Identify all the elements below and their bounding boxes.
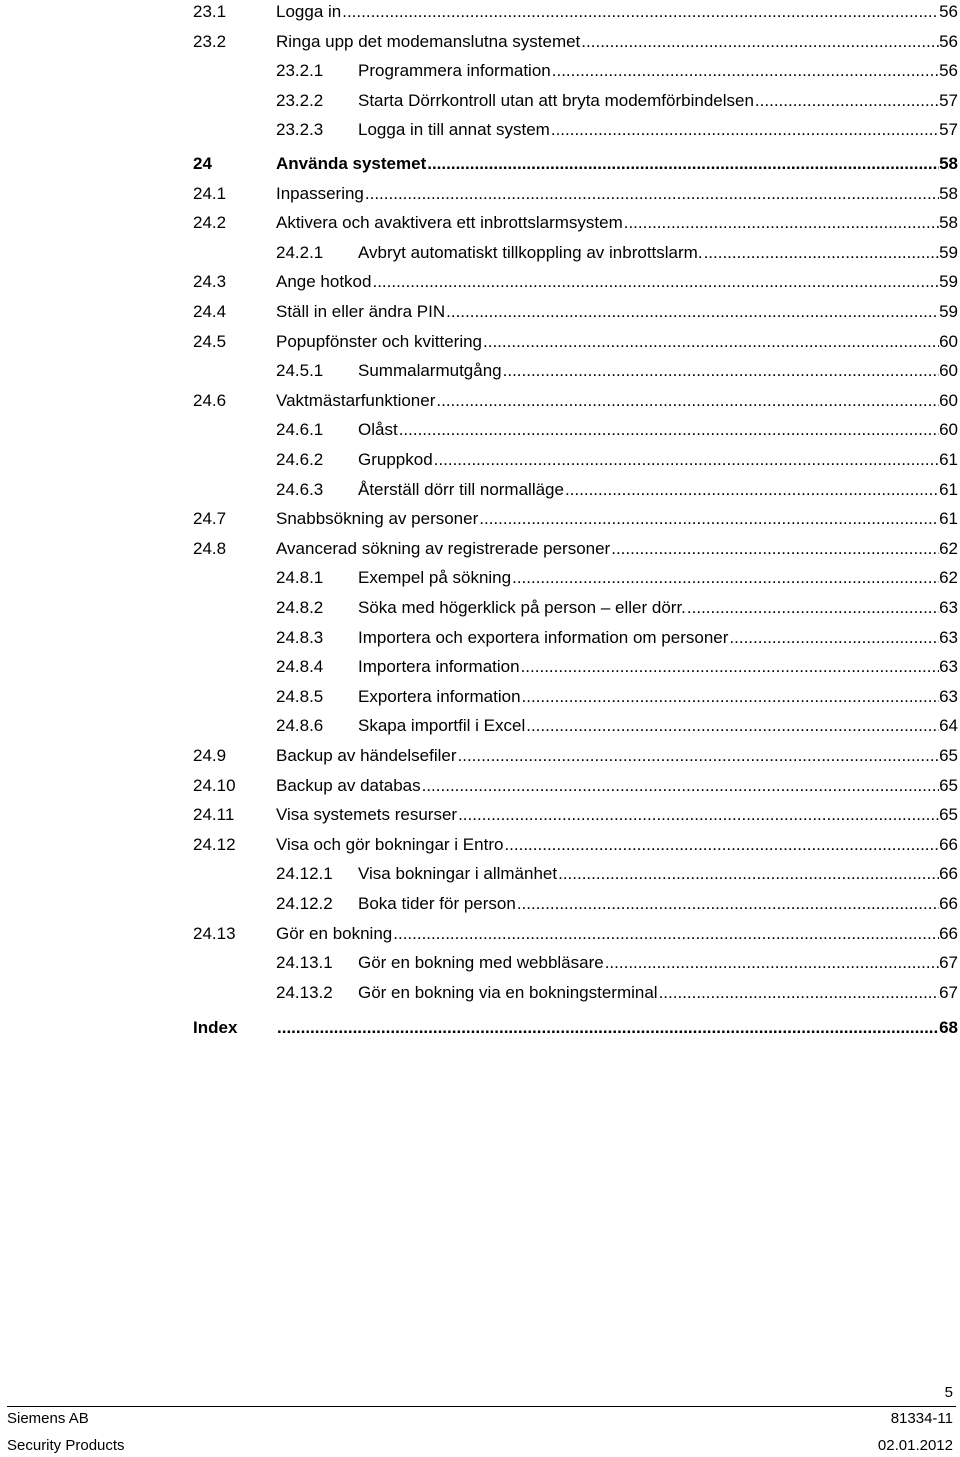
toc-entry[interactable] — [0, 1, 960, 23]
toc-entry-number: Index — [193, 1018, 238, 1037]
toc-entry-number: 24.8.6 — [276, 716, 324, 735]
toc-entry-number: 24.2 — [193, 213, 227, 232]
toc-entry[interactable] — [0, 60, 960, 82]
toc-entry-title: Exempel på sökning — [358, 568, 512, 587]
toc-entry[interactable] — [0, 153, 960, 175]
toc-entry-page: 58 — [939, 154, 958, 173]
toc-entry[interactable] — [0, 893, 960, 915]
toc-dot-leader — [703, 242, 940, 264]
toc-entry-number: 24 — [193, 154, 212, 173]
toc-entry-line — [358, 419, 958, 441]
toc-entry-line — [358, 952, 958, 974]
toc-entry-number: 24.5.1 — [276, 361, 324, 380]
toc-entry-number: 23.2.1 — [276, 61, 324, 80]
toc-entry-line — [276, 1, 958, 23]
toc-dot-leader — [550, 119, 939, 141]
toc-entry-number: 23.2.3 — [276, 120, 324, 139]
toc-dot-leader — [426, 153, 939, 175]
toc-dot-leader — [276, 1017, 939, 1039]
toc-entry-title: Starta Dörrkontroll utan att bryta modemförbindelsen — [358, 91, 754, 110]
footer-divider — [7, 1406, 956, 1407]
toc-entry-line — [276, 508, 958, 530]
toc-dot-leader — [728, 627, 939, 649]
toc-entry-line — [358, 715, 958, 737]
toc-entry-title: Ställ in eller ändra PIN — [276, 302, 446, 321]
toc-dot-leader — [521, 686, 940, 708]
toc-entry[interactable] — [0, 952, 960, 974]
toc-entry[interactable] — [0, 982, 960, 1004]
toc-entry-page: 56 — [939, 32, 958, 51]
toc-entry-page: 63 — [939, 598, 958, 617]
toc-entry-line — [358, 119, 958, 141]
toc-entry-number: 24.8.1 — [276, 568, 324, 587]
toc-entry-title: Avancerad sökning av registrerade personer — [276, 539, 611, 558]
toc-entry-line — [276, 745, 958, 767]
toc-entry[interactable] — [0, 715, 960, 737]
toc-entry-title: Backup av händelsefiler — [276, 746, 457, 765]
toc-dot-leader — [520, 656, 940, 678]
toc-entry-title: Exportera information — [358, 687, 521, 706]
toc-entry-page: 64 — [939, 716, 958, 735]
toc-entry-title: Gör en bokning — [276, 924, 393, 943]
toc-dot-leader — [658, 982, 940, 1004]
toc-entry[interactable] — [0, 449, 960, 471]
toc-entry-page: 58 — [939, 184, 958, 203]
toc-dot-leader — [754, 90, 939, 112]
toc-entry-title: Gör en bokning med webbläsare — [358, 953, 604, 972]
toc-entry-number: 24.11 — [193, 805, 235, 824]
toc-dot-leader — [502, 360, 939, 382]
toc-dot-leader — [457, 745, 940, 767]
page-number: 5 — [944, 1384, 953, 1401]
toc-entry[interactable] — [0, 183, 960, 205]
toc-entry-page: 67 — [939, 983, 958, 1002]
toc-entry-line — [276, 923, 958, 945]
toc-entry-page: 57 — [939, 91, 958, 110]
toc-entry[interactable] — [0, 90, 960, 112]
toc-entry-line — [358, 893, 958, 915]
toc-dot-leader — [551, 60, 939, 82]
toc-entry-page: 66 — [939, 835, 958, 854]
toc-entry-title: Visa systemets resurser — [276, 805, 458, 824]
toc-dot-leader — [435, 390, 939, 412]
toc-dot-leader — [503, 834, 939, 856]
toc-entry-page: 65 — [939, 776, 958, 795]
toc-entry-number: 24.6.1 — [276, 420, 324, 439]
toc-entry-line — [276, 538, 958, 560]
toc-dot-leader — [433, 449, 939, 471]
toc-entry-line — [358, 242, 958, 264]
toc-entry-title: Visa och gör bokningar i Entro — [276, 835, 504, 854]
toc-entry-title: Inpassering — [276, 184, 364, 203]
toc-entry-number: 24.8.4 — [276, 657, 324, 676]
toc-entry-number: 24.5 — [193, 332, 227, 351]
toc-entry-number: 24.4 — [193, 302, 227, 321]
toc-entry[interactable] — [0, 597, 960, 619]
toc-entry-page: 61 — [939, 450, 958, 469]
toc-dot-leader — [564, 479, 939, 501]
footer-date: 02.01.2012 — [877, 1437, 953, 1454]
toc-dot-leader — [482, 331, 939, 353]
toc-entry[interactable] — [0, 479, 960, 501]
toc-entry-line — [276, 331, 958, 353]
toc-dot-leader — [525, 715, 939, 737]
toc-entry-page: 66 — [939, 924, 958, 943]
toc-dot-leader — [364, 183, 939, 205]
toc-entry-title: Använda systemet — [276, 154, 427, 173]
toc-entry-title: Återställ dörr till normalläge — [358, 480, 564, 499]
toc-entry-title: Gruppkod — [358, 450, 433, 469]
toc-entry[interactable] — [0, 212, 960, 234]
toc-entry-number: 24.13 — [193, 924, 236, 943]
toc-dot-leader — [457, 804, 939, 826]
toc-entry-page: 61 — [939, 480, 958, 499]
toc-entry-page: 63 — [939, 628, 958, 647]
toc-dot-leader — [421, 775, 939, 797]
toc-dot-leader — [341, 1, 939, 23]
toc-entry-line — [276, 1017, 958, 1039]
toc-entry[interactable] — [0, 745, 960, 767]
toc-entry-number: 24.13.1 — [276, 953, 333, 972]
footer-doc-id: 81334-11 — [890, 1410, 953, 1427]
toc-dot-leader — [392, 923, 939, 945]
toc-entry-line — [276, 390, 958, 412]
toc-dot-leader — [604, 952, 939, 974]
toc-entry-title: Gör en bokning via en bokningsterminal — [358, 983, 658, 1002]
toc-dot-leader — [371, 271, 939, 293]
toc-dot-leader — [557, 863, 939, 885]
toc-dot-leader — [610, 538, 939, 560]
toc-entry-title: Importera information — [358, 657, 520, 676]
toc-entry-line — [358, 686, 958, 708]
toc-entry[interactable] — [0, 804, 960, 826]
toc-entry-number: 24.12.1 — [276, 864, 333, 883]
toc-entry-number: 23.2.2 — [276, 91, 324, 110]
toc-entry-line — [358, 360, 958, 382]
toc-entry-title: Skapa importfil i Excel — [358, 716, 526, 735]
toc-entry[interactable] — [0, 31, 960, 53]
toc-entry-page: 66 — [939, 864, 958, 883]
toc-entry-page: 58 — [939, 213, 958, 232]
toc-entry-line — [358, 656, 958, 678]
toc-entry-number: 24.8 — [193, 539, 227, 558]
toc-entry[interactable] — [0, 775, 960, 797]
toc-entry-title: Logga in till annat system — [358, 120, 550, 139]
toc-entry-title: Aktivera och avaktivera ett inbrottslarmsystem — [276, 213, 623, 232]
toc-entry-title: Boka tider för person — [358, 894, 516, 913]
toc-entry-line — [276, 834, 958, 856]
toc-entry-title: Logga in — [276, 2, 342, 21]
toc-entry[interactable] — [0, 923, 960, 945]
toc-entry-line — [276, 804, 958, 826]
toc-entry-number: 24.12.2 — [276, 894, 333, 913]
toc-entry-title: Vaktmästarfunktioner — [276, 391, 436, 410]
toc-entry-number: 23.2 — [193, 32, 227, 51]
toc-entry-number: 24.7 — [193, 509, 227, 528]
toc-entry[interactable] — [0, 686, 960, 708]
toc-entry[interactable] — [0, 567, 960, 589]
toc-entry-title: Snabbsökning av personer — [276, 509, 479, 528]
toc-entry-number: 24.8.5 — [276, 687, 324, 706]
toc-entry-line — [358, 627, 958, 649]
toc-entry-title: Avbryt automatiskt tillkoppling av inbrottslarm. — [358, 243, 703, 262]
toc-entry-line — [358, 449, 958, 471]
toc-dot-leader — [686, 597, 939, 619]
toc-dot-leader — [511, 567, 939, 589]
toc-entry-title: Backup av databas — [276, 776, 421, 795]
toc-entry-line — [358, 982, 958, 1004]
toc-entry-page: 65 — [939, 746, 958, 765]
footer-company: Siemens AB — [7, 1410, 89, 1427]
toc-entry-page: 63 — [939, 657, 958, 676]
toc-entry[interactable] — [0, 419, 960, 441]
toc-entry-title: Visa bokningar i allmänhet — [358, 864, 558, 883]
toc-dot-leader — [398, 419, 939, 441]
toc-entry-line — [276, 31, 958, 53]
toc-entry[interactable] — [0, 834, 960, 856]
toc-entry[interactable] — [0, 1017, 960, 1039]
toc-entry-page: 56 — [939, 61, 958, 80]
toc-entry[interactable] — [0, 863, 960, 885]
toc-entry-page: 65 — [939, 805, 958, 824]
toc-entry-line — [358, 90, 958, 112]
toc-entry-number: 24.8.2 — [276, 598, 324, 617]
toc-entry-title: Importera och exportera information om personer — [358, 628, 729, 647]
toc-entry-line — [276, 212, 958, 234]
toc-entry-line — [358, 597, 958, 619]
toc-entry[interactable] — [0, 301, 960, 323]
toc-dot-leader — [445, 301, 939, 323]
toc-entry-page: 59 — [939, 243, 958, 262]
toc-entry-page: 67 — [939, 953, 958, 972]
toc-entry-title: Popupfönster och kvittering — [276, 332, 483, 351]
toc-entry-number: 24.6.2 — [276, 450, 324, 469]
toc-entry-title: Söka med högerklick på person – eller dörr. — [358, 598, 686, 617]
toc-entry-page: 62 — [939, 539, 958, 558]
toc-entry-line — [276, 271, 958, 293]
toc-entry[interactable] — [0, 656, 960, 678]
toc-entry-page: 63 — [939, 687, 958, 706]
toc-entry[interactable] — [0, 331, 960, 353]
toc-entry-number: 24.8.3 — [276, 628, 324, 647]
toc-dot-leader — [580, 31, 939, 53]
toc-entry-title: Programmera information — [358, 61, 551, 80]
toc-dot-leader — [516, 893, 939, 915]
toc-entry[interactable] — [0, 242, 960, 264]
toc-entry-line — [358, 479, 958, 501]
toc-entry-page: 68 — [939, 1018, 958, 1037]
toc-entry[interactable] — [0, 390, 960, 412]
toc-entry-line — [276, 301, 958, 323]
toc-entry-line — [276, 153, 958, 175]
toc-entry-number: 24.2.1 — [276, 243, 324, 262]
toc-entry-number: 24.3 — [193, 272, 227, 291]
toc-entry[interactable] — [0, 508, 960, 530]
toc-entry-page: 56 — [939, 2, 958, 21]
toc-entry-page: 59 — [939, 302, 958, 321]
toc-entry-title: Summalarmutgång — [358, 361, 502, 380]
toc-entry-title: Ringa upp det modemanslutna systemet — [276, 32, 581, 51]
toc-entry[interactable] — [0, 271, 960, 293]
toc-entry-number: 23.1 — [193, 2, 227, 21]
toc-entry-number: 24.6.3 — [276, 480, 324, 499]
toc-entry-page: 57 — [939, 120, 958, 139]
toc-entry-number: 24.9 — [193, 746, 227, 765]
toc-entry-number: 24.1 — [193, 184, 227, 203]
footer-division: Security Products — [7, 1437, 125, 1454]
toc-entry-number: 24.13.2 — [276, 983, 333, 1002]
toc-entry-page: 59 — [939, 272, 958, 291]
toc-entry-page: 60 — [939, 391, 958, 410]
toc-entry-page: 60 — [939, 332, 958, 351]
toc-entry[interactable] — [0, 119, 960, 141]
toc-entry-title: Olåst — [358, 420, 398, 439]
toc-entry-number: 24.6 — [193, 391, 227, 410]
page-footer — [0, 1380, 960, 1457]
toc-entry-line — [358, 60, 958, 82]
toc-entry-number: 24.10 — [193, 776, 236, 795]
toc-entry-page: 60 — [939, 361, 958, 380]
toc-entry-page: 62 — [939, 568, 958, 587]
toc-entry-title: Ange hotkod — [276, 272, 372, 291]
toc-entry[interactable] — [0, 627, 960, 649]
toc-entry-line — [276, 183, 958, 205]
toc-entry-line — [276, 775, 958, 797]
toc-entry-page: 61 — [939, 509, 958, 528]
toc-entry[interactable] — [0, 360, 960, 382]
toc-entry-line — [358, 567, 958, 589]
toc-entry-line — [358, 863, 958, 885]
toc-entry-page: 66 — [939, 894, 958, 913]
toc-entry[interactable] — [0, 538, 960, 560]
toc-entry-number: 24.12 — [193, 835, 236, 854]
toc-dot-leader — [478, 508, 939, 530]
toc-entry-page: 60 — [939, 420, 958, 439]
toc-dot-leader — [623, 212, 939, 234]
